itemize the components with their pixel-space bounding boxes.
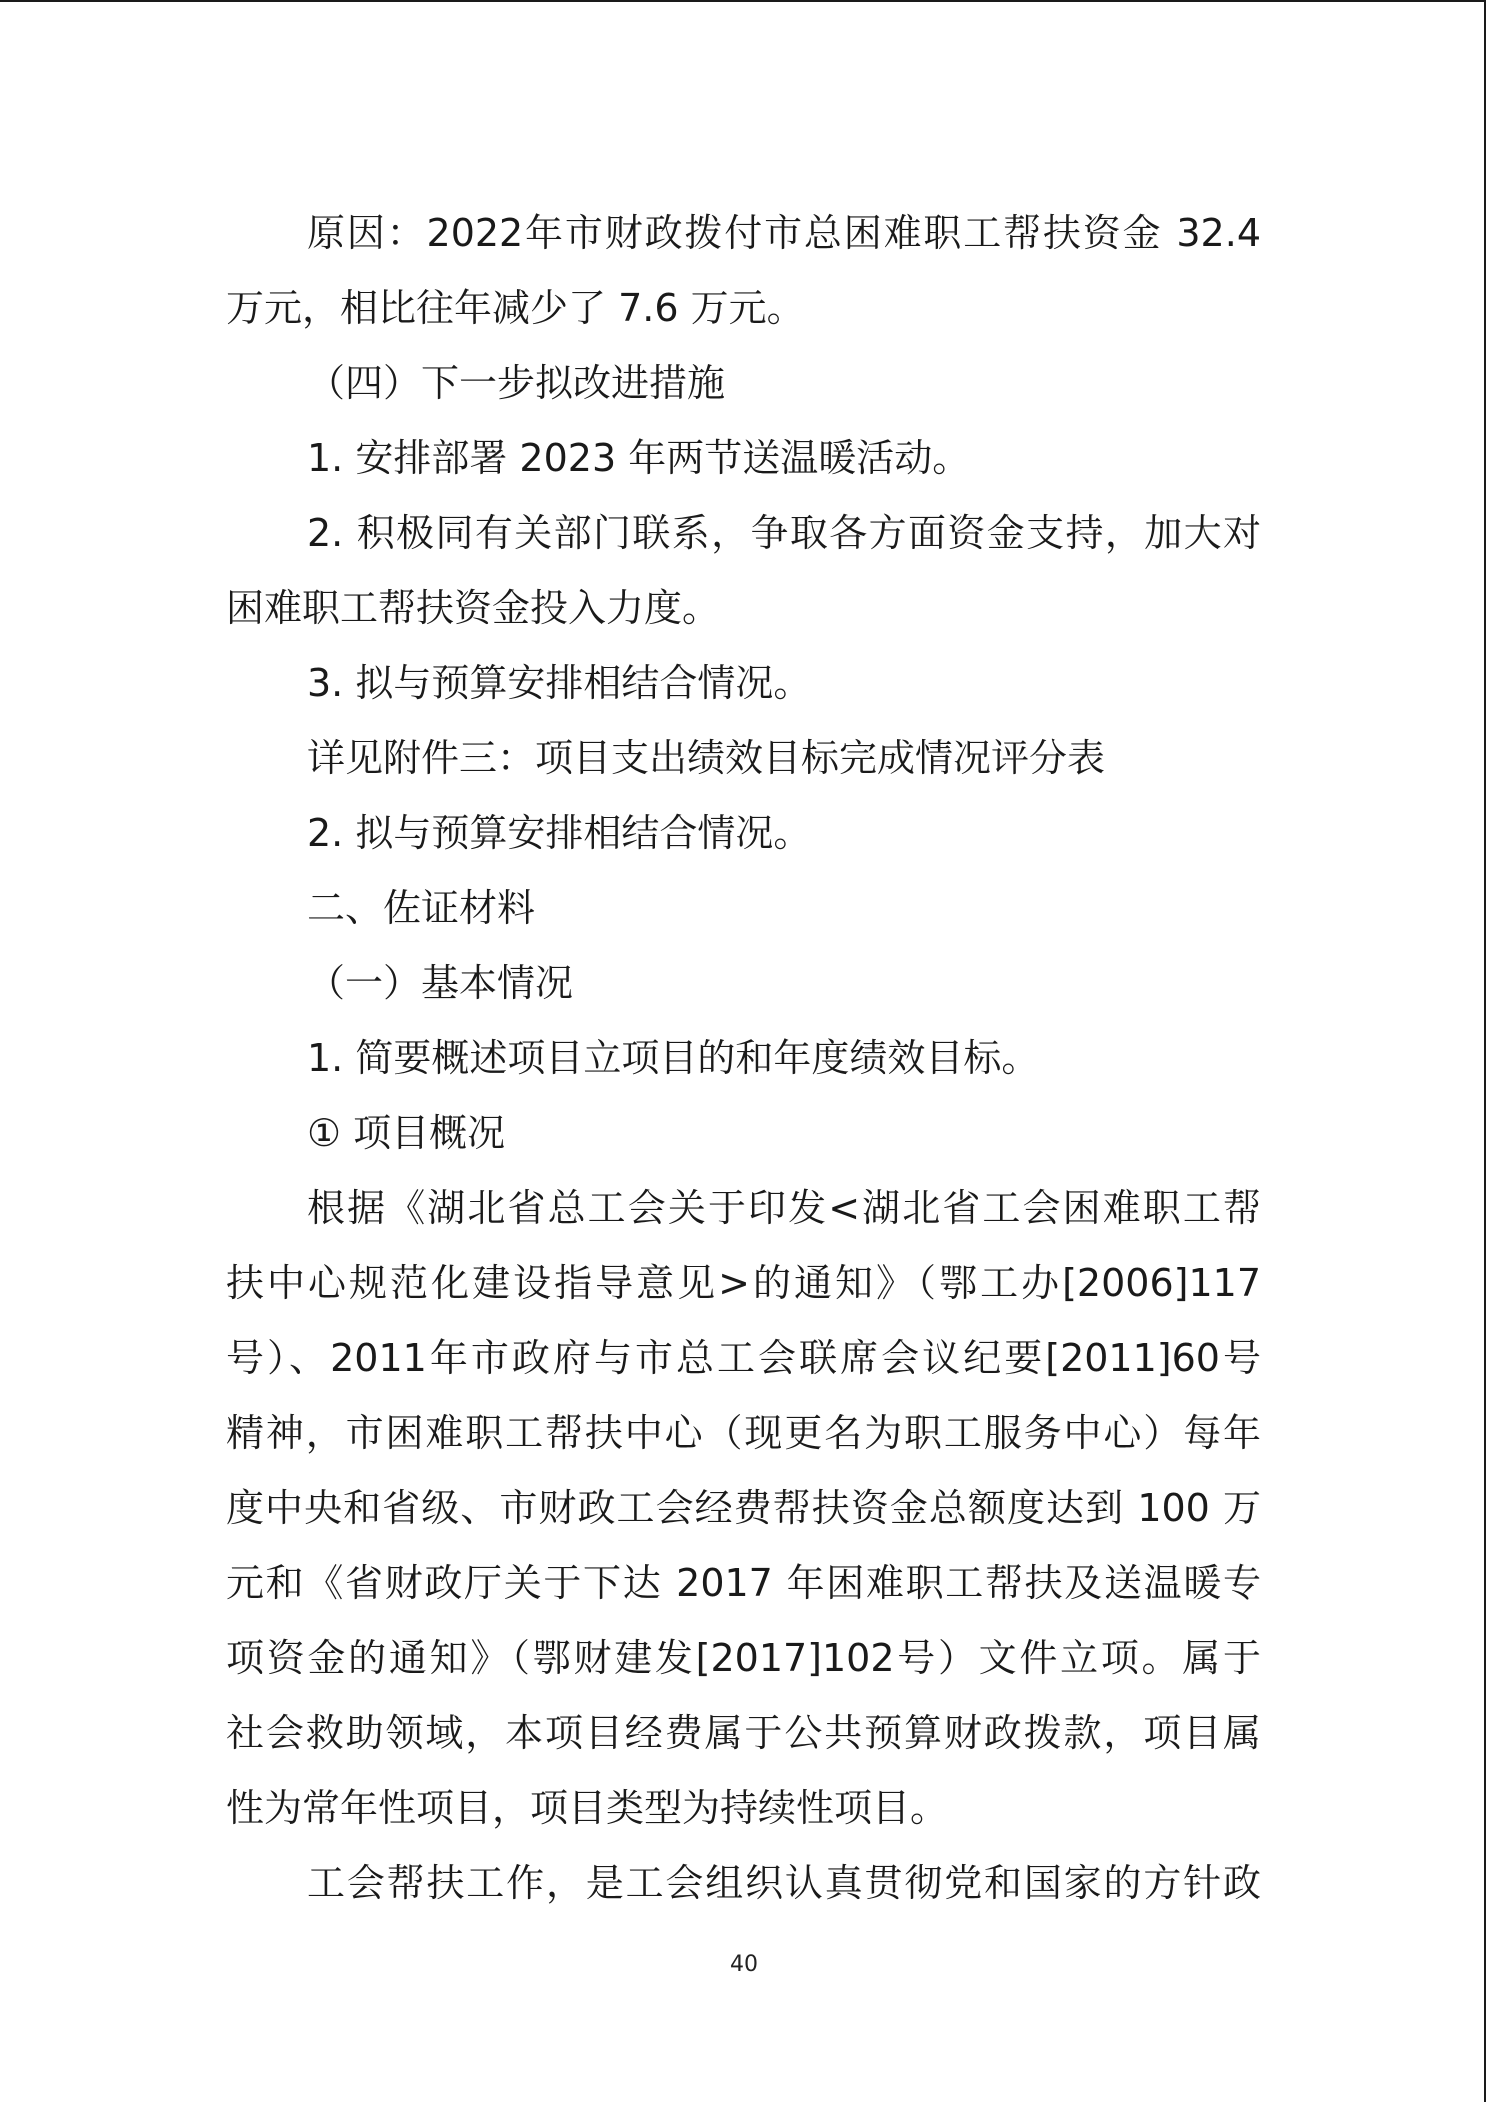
paragraph-line: 度中央和省级、市财政工会经费帮扶资金总额度达到 100 万 [226,1486,1261,1530]
paragraph-line: 1. 简要概述项目立项目的和年度绩效目标。 [307,1036,1040,1080]
paragraph-line: 1. 安排部署 2023 年两节送温暖活动。 [307,436,971,480]
paragraph-line: 2. 积极同有关部门联系，争取各方面资金支持，加大对 [307,511,1261,555]
paragraph-line: 项资金的通知》（鄂财建发[2017]102号）文件立项。属于 [226,1636,1261,1680]
subsection-heading: ① 项目概况 [307,1111,506,1155]
paragraph-line: 详见附件三：项目支出绩效目标完成情况评分表 [307,736,1106,780]
paragraph-line: 号）、2011年市政府与市总工会联席会议纪要[2011]60号 [226,1336,1261,1380]
paragraph-line: 扶中心规范化建设指导意见>的通知》（鄂工办[2006]117 [226,1261,1261,1305]
paragraph-line: 2. 拟与预算安排相结合情况。 [307,811,812,855]
paragraph-line: 困难职工帮扶资金投入力度。 [226,586,721,630]
paragraph-line: 3. 拟与预算安排相结合情况。 [307,661,812,705]
paragraph-line: 万元，相比往年减少了 7.6 万元。 [226,286,805,330]
paragraph-line: 精神，市困难职工帮扶中心（现更名为职工服务中心）每年 [226,1411,1261,1455]
paragraph-line: 根据《湖北省总工会关于印发<湖北省工会困难职工帮 [307,1186,1261,1230]
paragraph-line: 元和《省财政厅关于下达 2017 年困难职工帮扶及送温暖专 [226,1561,1261,1605]
paragraph-line: 原因：2022年市财政拨付市总困难职工帮扶资金 32.4 [307,211,1261,255]
paragraph-line: 工会帮扶工作，是工会组织认真贯彻党和国家的方针政 [307,1861,1261,1905]
page-number: 40 [730,1952,758,1977]
section-heading: 二、佐证材料 [307,886,536,930]
paragraph-line: 社会救助领域，本项目经费属于公共预算财政拨款，项目属 [226,1711,1261,1755]
section-heading: （四）下一步拟改进措施 [307,361,726,405]
paragraph-line: 性为常年性项目，项目类型为持续性项目。 [226,1786,949,1830]
section-heading: （一）基本情况 [307,961,574,1005]
